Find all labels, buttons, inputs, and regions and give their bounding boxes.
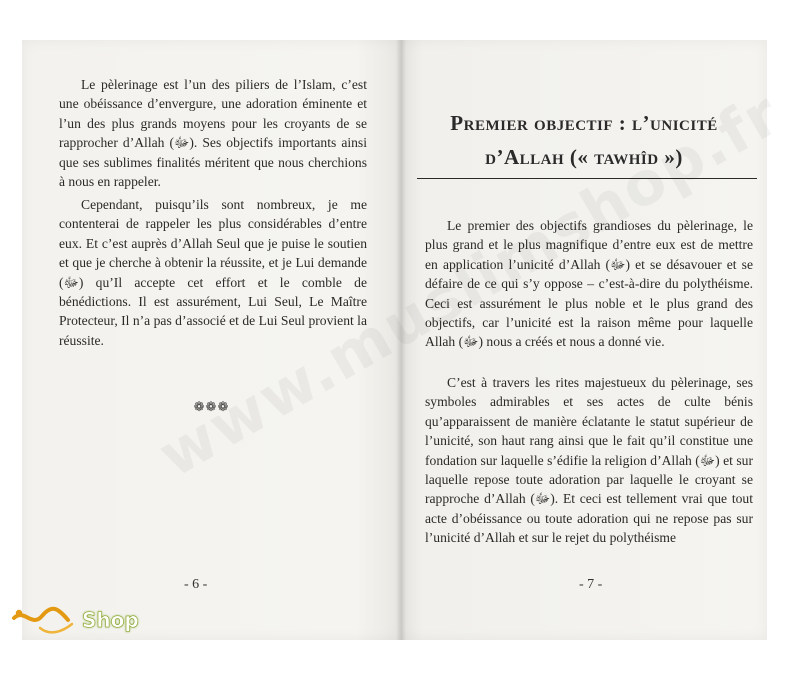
right-paragraph-2: C’est à travers les rites majestueux du pèlerinage, ses symboles admirables et ses actes de culte bénis qu’apparaissent de manière éclatante le statut supérieur de l’unicité, son haut rang ainsi que le fait qu’il constitue une fondation sur laquelle s’édifie la religion d’Allah (ﷻ) et sur laquelle repose toute adoration par laquelle le croyant se rapproche d’Allah (ﷻ). Et ceci est tellement vrai que tout acte d’obéissance ou toute adoration qui ne repose pas sur l’unicité d’Allah et sur le rejet du polythéisme xyxy=(425,375,754,546)
page-number-right: - 7 - xyxy=(579,577,603,592)
logo-text: Shop xyxy=(82,608,139,632)
left-paragraph-1: Le pèlerinage est l’un des piliers de l’Islam, c’est une obéissance d’envergure, une adoration éminente et l’un des plus grands moyens pour les croyants de se rapprocher d’Allah (ﷻ). Ses objectifs importants ainsi que ses sublimes finalités méritent que nous cherchions à nous en rappeler. xyxy=(59,77,367,190)
chapter-title-line-1: Premier objectif : l’unicité xyxy=(450,111,718,135)
page-number-left: - 6 - xyxy=(184,577,208,592)
swirl-icon xyxy=(10,602,90,642)
shop-logo xyxy=(10,602,140,642)
chapter-title-line-2: d’Allah (« tawhîd ») xyxy=(485,145,683,169)
right-paragraph-1: Le premier des objectifs grandioses du pèlerinage, le plus grand et le plus magnifique d’entre eux est de mettre en application l’unicité d’Allah (ﷻ) et se désavouer et se défaire de ce qui s’y oppose – c’est-à-dire du polythéisme. Ceci est assurément le plus noble et le plus grand des objectifs, car l’unicité est la raison même pour laquelle Allah (ﷻ) nous a créés et nous a donné vie. xyxy=(425,218,753,350)
section-ornament: ❁❁❁ xyxy=(193,400,230,415)
left-paragraph-2: Cependant, puisqu’ils sont nombreux, je me contenterai de rappeler les plus considérables d’entre eux. Et c’est auprès d’Allah Seul que je puise le soutien et que je cherche à obtenir la réussite, et je Lui demande (ﷻ) qu’Il accepte cet effort et le comble de bénédictions. Il est assurément, Lui Seul, Le Maître Protecteur, Il n’a pas d’associé et de Lui Seul provient la réussite. xyxy=(59,197,367,348)
